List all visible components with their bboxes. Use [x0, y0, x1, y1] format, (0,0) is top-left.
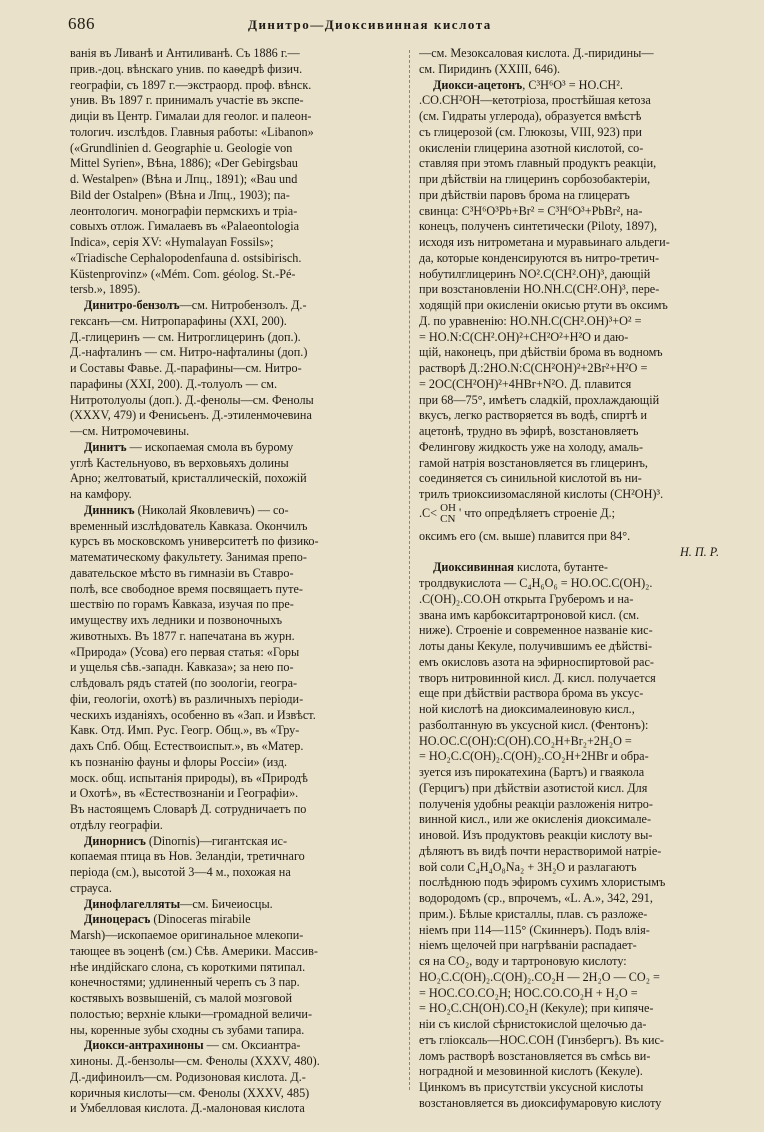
text-line: —см. Нитромочевины. — [70, 424, 190, 438]
text-line: временный изслѣдователь Кавказа. Окончилъ — [70, 518, 308, 533]
text-line: Динникъ (Николай Яковлевичъ) — со- — [84, 502, 289, 517]
text-line: конецъ, полученъ синтетически (Piloty, 1897), — [419, 219, 658, 234]
text-line: къ познанію фауны и флоры Россіи» (изд. — [70, 754, 288, 769]
text-line: Диокси-ацетонъ, C³H⁶O³ = HO.CH². — [433, 77, 623, 92]
text-line: полученія удобны реакціи разложенія нитро- — [419, 796, 653, 811]
text-line: иновой. Изъ продуктовъ реакціи кислоту вы- — [419, 828, 653, 842]
text-line: tersb.», 1895). — [70, 282, 141, 297]
column-divider — [409, 50, 411, 1090]
text-line: Динорнисъ (Dinornis)—гигантская ис- — [84, 833, 288, 848]
text-line: полостью; верхніе клыки—громадной величи- — [70, 1006, 313, 1021]
text-line: Кавк. Отд. Имп. Рус. Геогр. Общ.», въ «Тру- — [70, 723, 300, 738]
text-line: ны, коренные зубы сходны съ зубами тапира. — [70, 1022, 305, 1037]
text-line: трилъ триоксиизомасляной кислоты (CH²OH)³. — [419, 487, 664, 501]
text-line: —см. Мезоксаловая кислота. Д.-пиридины— — [419, 46, 654, 60]
text-line: шествію по горамъ Кавказа, изучая по пре- — [70, 597, 294, 612]
text-line: костявыхъ возвышеній, съ малой мозговой — [70, 991, 292, 1005]
text-line: леонтологич. монографіи пермскихъ и тріа- — [70, 203, 298, 218]
text-line: страуса. — [70, 880, 112, 895]
entry-headword: Динитъ — [84, 439, 127, 454]
text-line: Динитъ — ископаемая смола въ бурому — [84, 439, 294, 454]
text-line: парафины (XXI, 200). Д.-толуолъ — см. — [70, 376, 278, 391]
text-line: .C(OH)₂.CO.OH открыта Груберомъ и на- — [419, 591, 634, 606]
text-line: ніи съ кислой сѣрнистокислой щелочью да- — [419, 1017, 647, 1031]
text-line: возстановляется въ диоксифумаровую кислоту — [419, 1095, 662, 1110]
text-line: Д.-глицеринъ — см. Нитроглицеринъ (доп.). — [70, 329, 301, 344]
formula-bottom: CN — [440, 512, 456, 525]
text-line: еще при дѣйствіи раствора брома въ уксус- — [419, 686, 644, 701]
page-header — [68, 14, 724, 40]
text-line: ной кислотѣ на диоксималеиновую кисл., — [419, 702, 635, 716]
text-line: «Triadische Cephalopodenfauna d. ostsibirisch. — [70, 250, 302, 265]
text-line: Цинкомъ въ присутствіи уксусной кислоты — [419, 1080, 644, 1094]
formula-fraction — [440, 503, 456, 525]
text-line: лоты даны Кекуле, получившимъ ее дѣйстві- — [419, 639, 653, 653]
text-line: съ глицерозой (см. Глюкозы, VIII, 923) при — [419, 124, 642, 139]
text-line: Диноцерасъ (Dinoceras mirabile — [84, 912, 251, 927]
text-line: Диоксивинная кислота, бутанте- — [433, 560, 608, 575]
text-line: Фелингову жидкость уже на холоду, амаль- — [419, 439, 644, 454]
text-line: етъ гліоксаль—HOC.COH (Гинзбергъ). Въ кис- — [419, 1032, 664, 1047]
text-line: см. Пиридинъ (XXIII, 646). — [419, 61, 561, 76]
right-column — [419, 46, 745, 1112]
text-line: ніемъ щелочей при нагрѣваніи распадает- — [419, 938, 637, 953]
text-line: ноградной и мезовинной кислотъ (Кекуле). — [419, 1064, 643, 1079]
text-line: Küstenprovinz» («Mém. Com. géolog. St.-Pé- — [70, 266, 296, 281]
text-line: свинца: C³H⁶O³Pb+Br² = C³H⁶O³+PbBr², на- — [419, 203, 643, 218]
text-line: Въ настоящемъ Словарѣ Д. сотрудничаетъ по — [70, 802, 307, 816]
text-line: соединяется съ синильной кислотой въ ни- — [419, 471, 642, 486]
text-line: имуществу ихъ ледники и позвоночныхъ — [70, 613, 283, 627]
text-line: полѣ, все свободное время посвящаетъ путе- — [70, 581, 303, 596]
text-line: = 2OC(CH²OH)²+4HBr+N²O. Д. плавится — [419, 376, 632, 391]
text-line: тролдвукислота — C₄H₆O₆ = HO.OC.C(OH)₂. — [419, 576, 653, 590]
text-line: прим.). Бѣлые кристаллы, плав. съ разложе- — [419, 906, 648, 921]
entry-headword: Динорнисъ — [84, 833, 146, 848]
text-line: «Природа» (Усова) его первая статья: «Горы — [70, 644, 300, 659]
text-line: зуется изъ пирокатехина (Бартъ) и гваякола — [419, 765, 645, 779]
entry-headword: Динофлагелляты — [84, 896, 181, 911]
text-line: Д.-дифиноилъ—см. Родизоновая кислота. Д.- — [70, 1069, 306, 1084]
text-line: Арно; желтоватый, кристаллическій, похожій — [70, 471, 307, 486]
text-line: гамой натрія возстановляется въ глицеринъ, — [419, 455, 648, 470]
text-line: да, которые конденсируются въ нитро-третич- — [419, 250, 660, 265]
text-line: послѣднюю подъ эфиромъ сухимъ хлористымъ — [419, 875, 666, 890]
author-signature: Н. П. Р. — [679, 544, 719, 559]
text-line: вой соли C₄H₄O₈Na₂ + 3H₂O и разлагаютъ — [419, 859, 637, 874]
entry-headword: Диоксивинная — [433, 560, 514, 575]
text-line: Нитротолуолы (доп.). Д.-фенолы—см. Фенолы — [70, 392, 314, 407]
running-head: Динитро—Диоксивинная кислота — [248, 17, 492, 32]
text-line: нѣе индійскаго слона, съ короткими пятипал. — [70, 959, 306, 974]
text-line: періода (см.), высотой 3—4 м., похожая на — [70, 865, 291, 879]
text-line: конечностями; удлиненный черепъ съ 3 пар. — [70, 975, 300, 990]
text-line: вкусъ, легко растворяется въ водѣ, спиртѣ и — [419, 408, 648, 423]
text-line: хиноны. Д.-бензолы—см. Фенолы (XXXV, 480). — [70, 1054, 320, 1068]
text-line: коричныя кислоты—см. Фенолы (XXXV, 485) — [70, 1085, 310, 1100]
entry-headword: Динитро-бензолъ — [84, 298, 180, 312]
formula-top: OH — [440, 501, 456, 514]
text-line: и Охотѣ», въ «Естествознаніи и Географіи». — [70, 786, 299, 801]
text-line: Динитро-бензолъ—см. Нитробензолъ. Д.- — [84, 298, 307, 312]
text-line: при 68—75°, имѣетъ сладкій, прохлаждающій — [419, 392, 660, 407]
text-line: математическому факультету. Занимая препо- — [70, 550, 307, 564]
text-line: на камфору. — [70, 487, 132, 501]
entry-headword: Диноцерасъ — [84, 912, 151, 927]
text-line: Д.-нафталинъ — см. Нитро-нафталины (доп.) — [70, 345, 308, 360]
text-line: копаемая птица въ Нов. Зеландіи, третичнаго — [70, 849, 305, 864]
text-line: (см. Гидраты углерода), образуется вмѣстѣ — [419, 109, 642, 123]
text-line: Mittel Syrien», Вѣна, 1886); «Der Gebirgsbau — [70, 156, 298, 171]
text-line: при дѣйствіи на глицеринъ сорбозобактеріи, — [419, 172, 651, 186]
text-line: и Составы Фавье. Д.-парафины—см. Нитро- — [70, 361, 302, 375]
entry-headword: Диокси-антрахиноны — [84, 1038, 204, 1053]
text-line: при дѣйствіи паровъ брома на глицератъ — [419, 187, 630, 202]
text-line: растворѣ Д.:2HO.N:C(CH²OH)²+2Br²+H²O = — [419, 361, 648, 375]
text-line: Д. по уравненію: HO.NH.C(CH².OH)³+O² = — [419, 313, 642, 328]
text-line: Bild der Ostalpen» (Вѣна и Лпц., 1903); па- — [70, 187, 290, 202]
text-line: ческихъ изданіяхъ, особенно въ «Зап. и Извѣст. — [70, 707, 316, 722]
text-line: тологич. изслѣдов. Главныя работы: «Libanon» — [70, 124, 314, 139]
text-line: фіи, геологіи, охотѣ) въ различныхъ періоди- — [70, 691, 304, 706]
text-line: Indica», серія XV: «Hymalayan Fossils»; — [70, 235, 274, 249]
text-line: тающее въ эоценѣ (см.) Сѣв. Америки. Массив- — [70, 943, 318, 958]
formula-prefix: .C< — [419, 505, 438, 520]
text-line: ставляя при этомъ главный продуктъ реакціи, — [419, 156, 657, 171]
text-line: унив. Въ 1897 г. принималъ участіе въ экспе- — [70, 93, 304, 108]
text-line: ся на CO₂, воду и тартроновую кислоту: — [419, 954, 627, 968]
text-line: диціи въ Центр. Гималаи для геолог. и палеон- — [70, 109, 312, 123]
text-line: совыхъ отлож. Гималаевъ въ «Palaeontologia — [70, 219, 300, 234]
text-line: .CO.CH²OH—кетотріоза, простѣйшая кетоза — [419, 93, 651, 108]
text-line: курсъ въ московскомъ университетѣ по физико- — [70, 534, 319, 549]
text-line: ходящій при окисленіи окисью ртути въ оксимъ — [419, 298, 668, 312]
text-line: водородомъ (ср., впрочемъ, «L. A.», 342, 291, — [419, 891, 653, 905]
text-line: ломъ растворѣ возстановляется въ смѣсь ви- — [419, 1048, 651, 1063]
text-line: при возстановленіи HO.NH.C(CH².OH)³, пере- — [419, 282, 660, 297]
text-line: животныхъ. Въ 1877 г. напечатана въ журн. — [70, 628, 295, 643]
text-line: = HO₂C.CH(OH).CO₂H (Кекуле); при кипяче- — [419, 1001, 654, 1016]
text-line: слѣдовалъ рядъ статей (по зоологіи, геогра- — [70, 676, 298, 690]
text-line: отдѣлу географіи. — [70, 817, 163, 832]
text-line: ацетонѣ, трудно въ эфирѣ, возстановляетъ — [419, 424, 639, 438]
text-line: давательское мѣсто въ гимназіи въ Ставро- — [70, 565, 294, 580]
text-line: гексанъ—см. Нитропарафины (XXI, 200). — [70, 313, 287, 328]
text-line: и Умбелловая кислота. Д.-малоновая кислота — [70, 1101, 305, 1116]
text-line: d. Westalpen» (Вѣна и Лпц., 1891); «Bau und — [70, 172, 298, 186]
text-line: (Герцигъ) при дѣйствіи азотистой кисл. Для — [419, 780, 648, 795]
text-line: творъ нитровинной кисл. Д. кисл. получается — [419, 670, 656, 685]
text-line: и ущелья сѣв.-западн. Кавказа»; за нею по- — [70, 660, 294, 675]
left-column — [70, 46, 396, 1117]
text-line: Диокси-антрахиноны — см. Оксиантра- — [84, 1038, 301, 1053]
text-line: винной кисл., или же окисленія диоксимале- — [419, 812, 652, 827]
text-line: дахъ Спб. Общ. Естествоиспыт.», въ «Матер. — [70, 739, 304, 753]
text-line: дѣляютъ въ видѣ почти нерастворимой натріе- — [419, 843, 662, 858]
text-line: емъ окисловъ азота на эфирноспиртовой рас- — [419, 654, 654, 669]
text-line: исходя изъ нитрометана и муравьинаго альдеги- — [419, 235, 670, 249]
text-line: = HO₂C.C(OH)₂.C(OH)₂.CO₂H+2HBr и обра- — [419, 749, 649, 764]
text-line: щій, наконецъ, при дѣйствіи брома въ водномъ — [419, 345, 663, 360]
text-line: = HOC.CO.CO₂H; HOC.CO.CO₂H + H₂O = — [419, 985, 638, 1000]
text-line: («Grundlinien d. Geographie u. Geologie von — [70, 140, 293, 155]
text-line: HO.OC.C(OH):C(OH).CO₂H+Br₂+2H₂O = — [419, 733, 632, 748]
text-line: ниже). Строеніе и современное названіе кис- — [419, 623, 653, 638]
text-line: разболтанную въ уксусной кисл. (Фентонъ): — [419, 717, 649, 732]
text-line: географіи, съ 1897 г.—экстраорд. проф. вѣнск. — [70, 77, 312, 92]
text-line: ніемъ при 114—115° (Скиннеръ). Подъ влія- — [419, 922, 650, 937]
text-line: HO₂C.C(OH)₂.C(OH)₂.CO₂H — 2H₂O — CO₂ = — [419, 969, 660, 984]
formula-suffix: ' что опредѣляетъ строеніе Д.; — [459, 505, 616, 520]
text-line: нобутилглицеринъ NO².C(CH².OH)³, дающій — [419, 266, 651, 281]
page-number: 686 — [68, 14, 95, 33]
text-line: прив.-доц. вѣнскаго унив. по каѳедрѣ физич. — [70, 61, 303, 76]
text-line: углѣ Кастельнуово, въ верховьяхъ долины — [70, 455, 289, 470]
text-line: звана имъ карбокситартроновой кисл. (см. — [419, 607, 640, 622]
text-line: моск. общ. испытанія природы), въ «Природѣ — [70, 770, 308, 785]
text-line: (XXXV, 479) и Фениcьенъ. Д.-этиленмочевина — [70, 408, 312, 423]
text-line: Marsh)—ископаемое оригинальное млекопи- — [70, 928, 304, 942]
text-line: окисленіи глицерина азотной кислотой, со- — [419, 140, 644, 155]
text-line: ванія въ Ливанѣ и Антиливанѣ. Съ 1886 г.— — [70, 46, 300, 60]
structure-formula — [419, 503, 745, 529]
text-line: оксимъ его (см. выше) плавится при 84°. — [419, 528, 631, 543]
text-line: Динофлагелляты—см. Бичеиосцы. — [84, 896, 273, 911]
entry-headword: Динникъ — [84, 502, 135, 517]
text-line: = HO.N:C(CH².OH)²+CH²O²+H²O и даю- — [419, 329, 629, 344]
entry-headword: Диокси-ацетонъ — [433, 77, 523, 92]
